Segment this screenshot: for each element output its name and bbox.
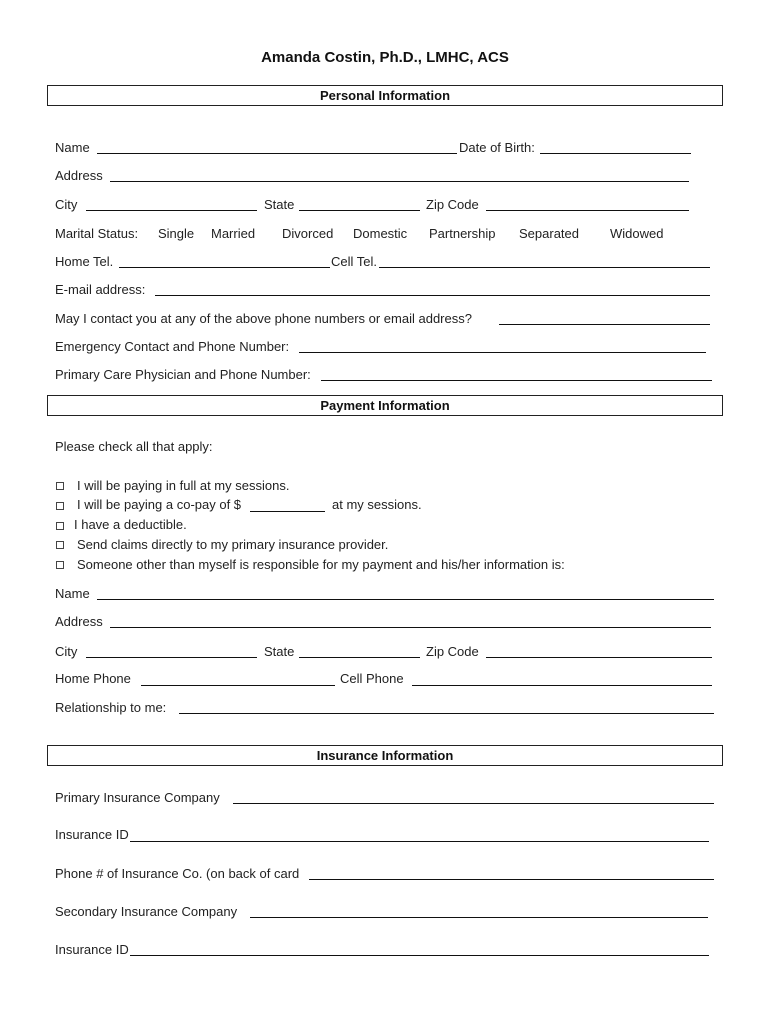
city-label: City [55,197,78,212]
marital-option-single[interactable]: Single [158,226,195,241]
payer-cell-phone-label: Cell Phone [340,671,404,686]
checkbox-send-claims[interactable] [56,541,64,549]
insurance-id-field[interactable] [130,841,709,842]
payment-instructions: Please check all that apply: [55,439,213,454]
payer-state-field[interactable] [299,657,420,658]
relationship-label: Relationship to me: [55,700,167,715]
primary-insurance-field[interactable] [233,803,714,804]
personal-information-header: Personal Information [47,85,723,106]
payer-zip-field[interactable] [486,657,712,658]
marital-option-widowed[interactable]: Widowed [610,226,664,241]
marital-status-label: Marital Status: [55,226,139,241]
primary-insurance-label: Primary Insurance Company [55,790,220,805]
insurance-id-label: Insurance ID [55,827,129,842]
payer-cell-phone-field[interactable] [412,685,712,686]
emergency-contact-label: Emergency Contact and Phone Number: [55,339,290,354]
zip-label: Zip Code [426,197,479,212]
pcp-field[interactable] [321,380,712,381]
option-someone-else: Someone other than myself is responsible for my payment and his/her information is: [77,557,565,572]
name-label: Name [55,140,90,155]
name-field[interactable] [97,153,457,154]
state-field[interactable] [299,210,420,211]
checkbox-deductible[interactable] [56,522,64,530]
checkbox-pay-in-full[interactable] [56,482,64,490]
option-pay-in-full: I will be paying in full at my sessions. [77,478,290,493]
copay-amount-field[interactable] [250,511,325,512]
relationship-field[interactable] [179,713,714,714]
insurance-information-header: Insurance Information [47,745,723,766]
dob-field[interactable] [540,153,691,154]
marital-option-divorced[interactable]: Divorced [282,226,334,241]
contact-permission-field[interactable] [499,324,710,325]
email-label: E-mail address: [55,282,146,297]
insurance-phone-label: Phone # of Insurance Co. (on back of card [55,866,300,881]
insurance-id-2-field[interactable] [130,955,709,956]
city-field[interactable] [86,210,257,211]
contact-permission-label: May I contact you at any of the above phone numbers or email address? [55,311,472,326]
payer-home-phone-field[interactable] [141,685,335,686]
zip-field[interactable] [486,210,689,211]
option-send-claims: Send claims directly to my primary insurance provider. [77,537,389,552]
marital-option-separated[interactable]: Separated [519,226,579,241]
option-copay: I will be paying a co-pay of $ [77,497,242,512]
option-deductible: I have a deductible. [74,517,187,532]
page-title: Amanda Costin, Ph.D., LMHC, ACS [261,49,509,66]
address-field[interactable] [110,181,689,182]
copay-suffix: at my sessions. [332,497,422,512]
payer-address-label: Address [55,614,103,629]
insurance-id-2-label: Insurance ID [55,942,129,957]
payer-name-field[interactable] [97,599,714,600]
dob-label: Date of Birth: [459,140,535,155]
secondary-insurance-field[interactable] [250,917,708,918]
payer-home-phone-label: Home Phone [55,671,131,686]
marital-option-domestic[interactable]: Domestic [353,226,408,241]
checkbox-someone-else[interactable] [56,561,64,569]
payer-name-label: Name [55,586,90,601]
marital-option-partnership[interactable]: Partnership [429,226,496,241]
cell-tel-field[interactable] [379,267,710,268]
payment-information-header: Payment Information [47,395,723,416]
payer-state-label: State [264,644,295,659]
emergency-contact-field[interactable] [299,352,706,353]
secondary-insurance-label: Secondary Insurance Company [55,904,238,919]
home-tel-label: Home Tel. [55,254,114,269]
payer-address-field[interactable] [110,627,711,628]
insurance-phone-field[interactable] [309,879,714,880]
marital-option-married[interactable]: Married [211,226,256,241]
email-field[interactable] [155,295,710,296]
pcp-label: Primary Care Physician and Phone Number: [55,367,311,382]
checkbox-copay[interactable] [56,502,64,510]
state-label: State [264,197,295,212]
cell-tel-label: Cell Tel. [331,254,378,269]
home-tel-field[interactable] [119,267,330,268]
address-label: Address [55,168,103,183]
payer-city-field[interactable] [86,657,257,658]
payer-zip-label: Zip Code [426,644,479,659]
payer-city-label: City [55,644,78,659]
